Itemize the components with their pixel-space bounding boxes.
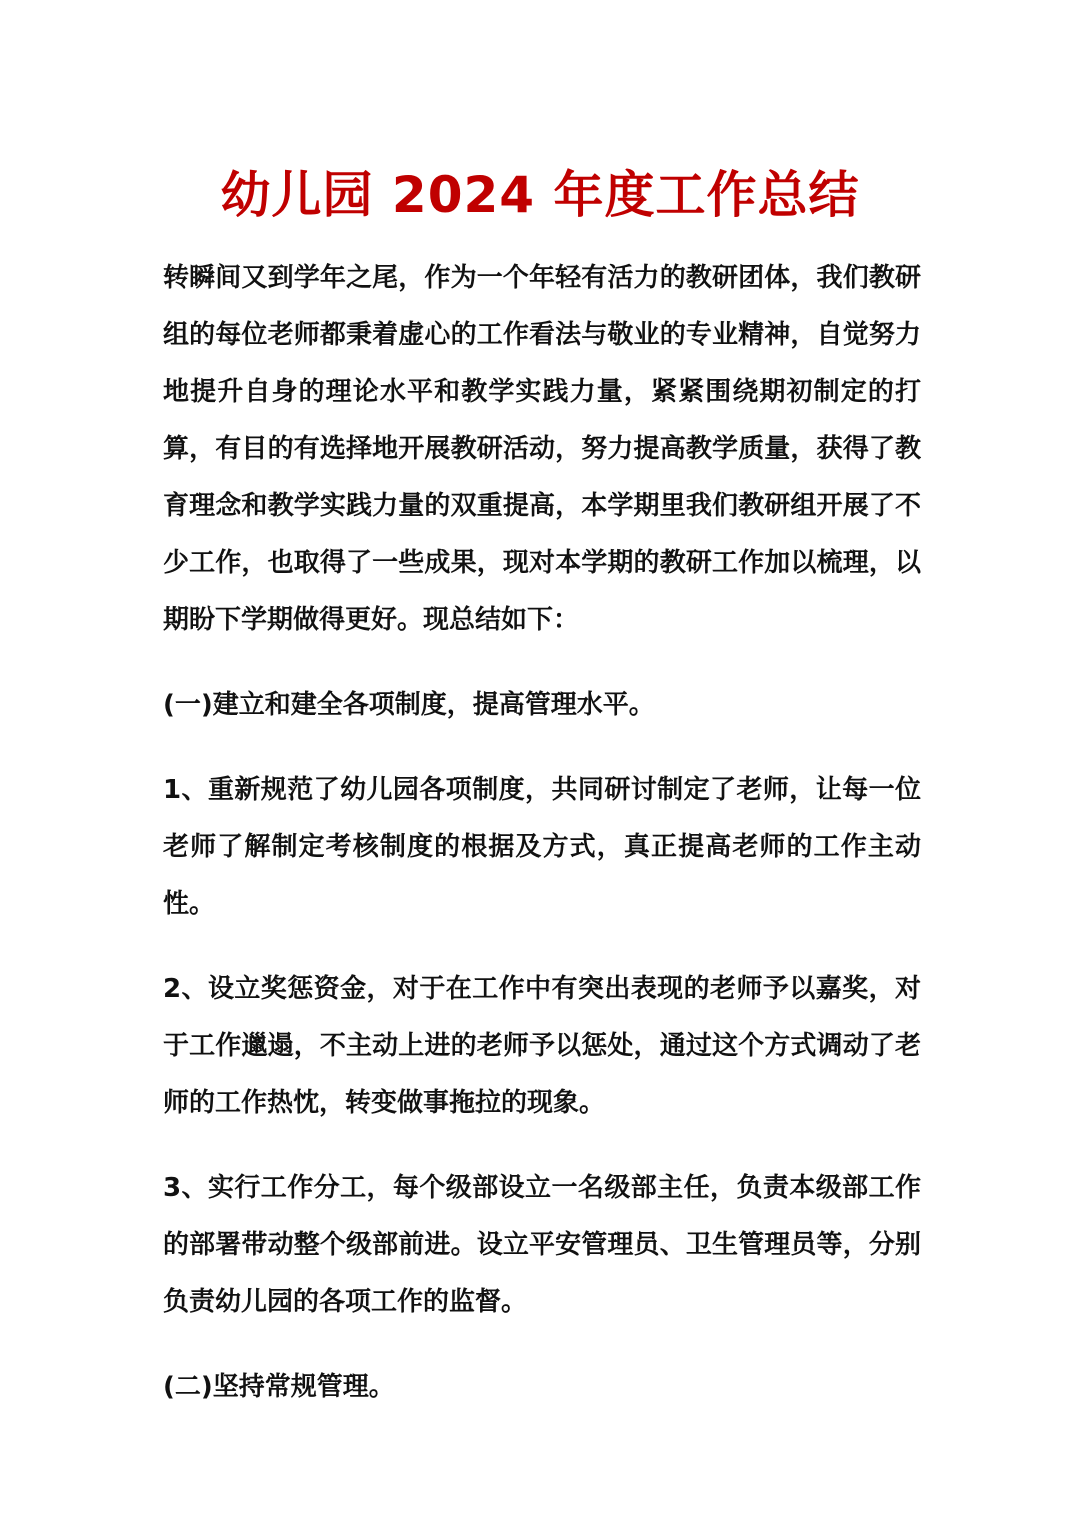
document-body (163, 250, 921, 1444)
paragraph-intro: 转瞬间又到学年之尾，作为一个年轻有活力的教研团体，我们教研组的每位老师都秉着虚心的工作看法与敬业的专业精神，自觉努力地提升自身的理论水平和教学实践力量，紧紧围绕期初制定的打算，有目的有选择地开展教研活动，努力提高教学质量，获得了教育理念和教学实践力量的双重提高，本学期里我们教研组开展了不少工作，也取得了一些成果，现对本学期的教研工作加以梳理，以期盼下学期做得更好。现总结如下： (163, 263, 921, 635)
paragraph-item-1: 1、重新规范了幼儿园各项制度，共同研讨制定了老师，让每一位老师了解制定考核制度的根据及方式，真正提高老师的工作主动性。 (163, 775, 921, 919)
paragraph-item-3: 3、实行工作分工，每个级部设立一名级部主任，负责本级部工作的部署带动整个级部前进。设立平安管理员、卫生管理员等，分别负责幼儿园的各项工作的监督。 (163, 1173, 921, 1317)
section-heading-2: (二)坚持常规管理。 (163, 1372, 395, 1402)
section-heading-1: (一)建立和建全各项制度，提高管理水平。 (163, 690, 655, 720)
document-title: 幼儿园 2024 年度工作总结 (220, 166, 860, 224)
paragraph-item-2: 2、设立奖惩资金，对于在工作中有突出表现的老师予以嘉奖，对于工作邋遢，不主动上进的老师予以惩处，通过这个方式调动了老师的工作热忱，转变做事拖拉的现象。 (163, 974, 921, 1118)
